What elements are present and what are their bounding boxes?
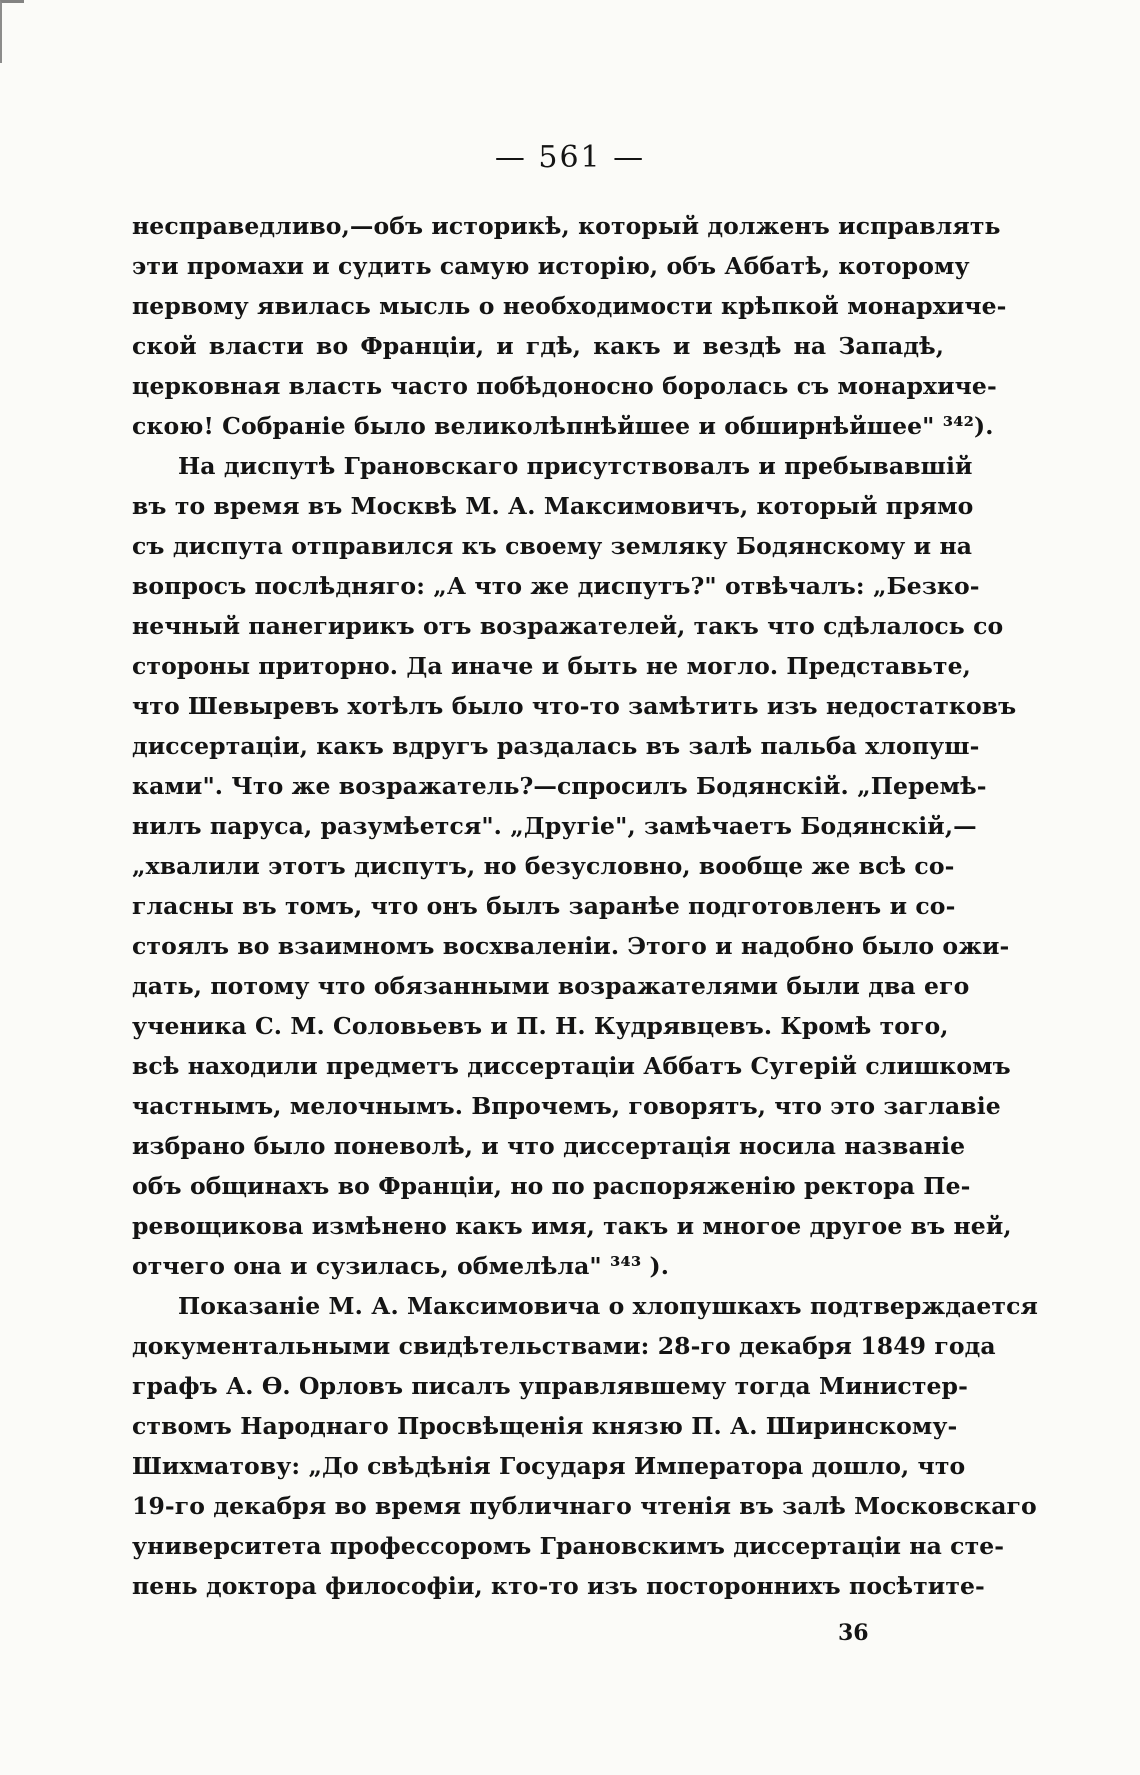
text-line: объ общинахъ во Франціи, но по распоряженію ректора Пе- xyxy=(132,1172,971,1200)
body-text xyxy=(132,206,1038,1606)
scan-edge-mark xyxy=(0,0,24,63)
text-line: всѣ находили предметъ диссертаціи Аббатъ Сугерій слишкомъ xyxy=(132,1052,1011,1080)
text-line: Показаніе М. А. Максимовича о хлопушкахъ подтверждается xyxy=(178,1292,1038,1320)
text-line: вопросъ послѣдняго: „А что же диспутъ?" отвѣчалъ: „Безко- xyxy=(132,572,980,600)
text-line: стороны приторно. Да иначе и быть не могло. Представьте, xyxy=(132,652,971,680)
text-line: дать, потому что обязанными возражателями были два его xyxy=(132,972,970,1000)
text-line: диссертаціи, какъ вдругъ раздалась въ залѣ пальба хлопуш- xyxy=(132,732,980,760)
text-line: ствомъ Народнаго Просвѣщенія князю П. А. Ширинскому- xyxy=(132,1412,958,1440)
page-number: — 561 — xyxy=(494,140,646,175)
text-line: документальными свидѣтельствами: 28-го декабря 1849 года xyxy=(132,1332,996,1360)
text-line: ученика С. М. Соловьевъ и П. Н. Кудрявцевъ. Кромѣ того, xyxy=(132,1012,949,1040)
text-line: пень доктора философіи, кто-то изъ постороннихъ посѣтите- xyxy=(132,1572,985,1600)
text-line: На диспутѣ Грановскаго присутствовалъ и пребывавшій xyxy=(178,452,973,480)
text-line: стоялъ во взаимномъ восхваленіи. Этого и надобно было ожи- xyxy=(132,932,1010,960)
text-line: нечный панегирикъ отъ возражателей, такъ что сдѣлалось со xyxy=(132,612,1004,640)
text-line: нилъ паруса, разумѣется". „Другіе", замѣчаетъ Бодянскій,— xyxy=(132,812,977,840)
text-line: церковная власть часто побѣдоносно боролась съ монархиче- xyxy=(132,372,997,400)
text-line: избрано было поневолѣ, и что диссертація носила названіе xyxy=(132,1132,966,1160)
text-line: 19-го декабря во время публичнаго чтенія въ залѣ Московскаго xyxy=(132,1492,1037,1520)
text-line: ской власти во Франціи, и гдѣ, какъ и вездѣ на Западѣ, xyxy=(132,332,944,360)
text-line: частнымъ, мелочнымъ. Впрочемъ, говорятъ, что это заглавіе xyxy=(132,1092,1001,1120)
text-line: Шихматову: „До свѣдѣнія Государя Императора дошло, что xyxy=(132,1452,966,1480)
text-line: первому явилась мысль о необходимости крѣпкой монархиче- xyxy=(132,292,1007,320)
text-line: гласны въ томъ, что онъ былъ заранѣе подготовленъ и со- xyxy=(132,892,956,920)
text-line: ками". Что же возражатель?—спросилъ Бодянскій. „Перемѣ- xyxy=(132,772,987,800)
text-line: скою! Собраніе было великолѣпнѣйшее и обширнѣйшее" ³⁴²). xyxy=(132,412,994,440)
text-line: эти промахи и судить самую исторію, объ Аббатѣ, которому xyxy=(132,252,970,280)
text-line: въ то время въ Москвѣ М. А. Максимовичъ, который прямо xyxy=(132,492,974,520)
text-line: „хвалили этотъ диспутъ, но безусловно, вообще же всѣ со- xyxy=(132,852,955,880)
text-line: несправедливо,—объ историкѣ, который долженъ исправлять xyxy=(132,212,1001,240)
text-line: съ диспута отправился къ своему земляку Бодянскому и на xyxy=(132,532,973,560)
text-line: ревощикова измѣнено какъ имя, такъ и многое другое въ ней, xyxy=(132,1212,1012,1240)
signature-mark: 36 xyxy=(838,1620,869,1646)
text-line: отчего она и сузилась, обмелѣла" ³⁴³ ). xyxy=(132,1252,670,1280)
text-line: университета профессоромъ Грановскимъ диссертаціи на сте- xyxy=(132,1532,1005,1560)
text-line: что Шевыревъ хотѣлъ было что-то замѣтить изъ недостатковъ xyxy=(132,692,1017,720)
text-line: графъ А. Ѳ. Орловъ писалъ управлявшему тогда Министер- xyxy=(132,1372,968,1400)
